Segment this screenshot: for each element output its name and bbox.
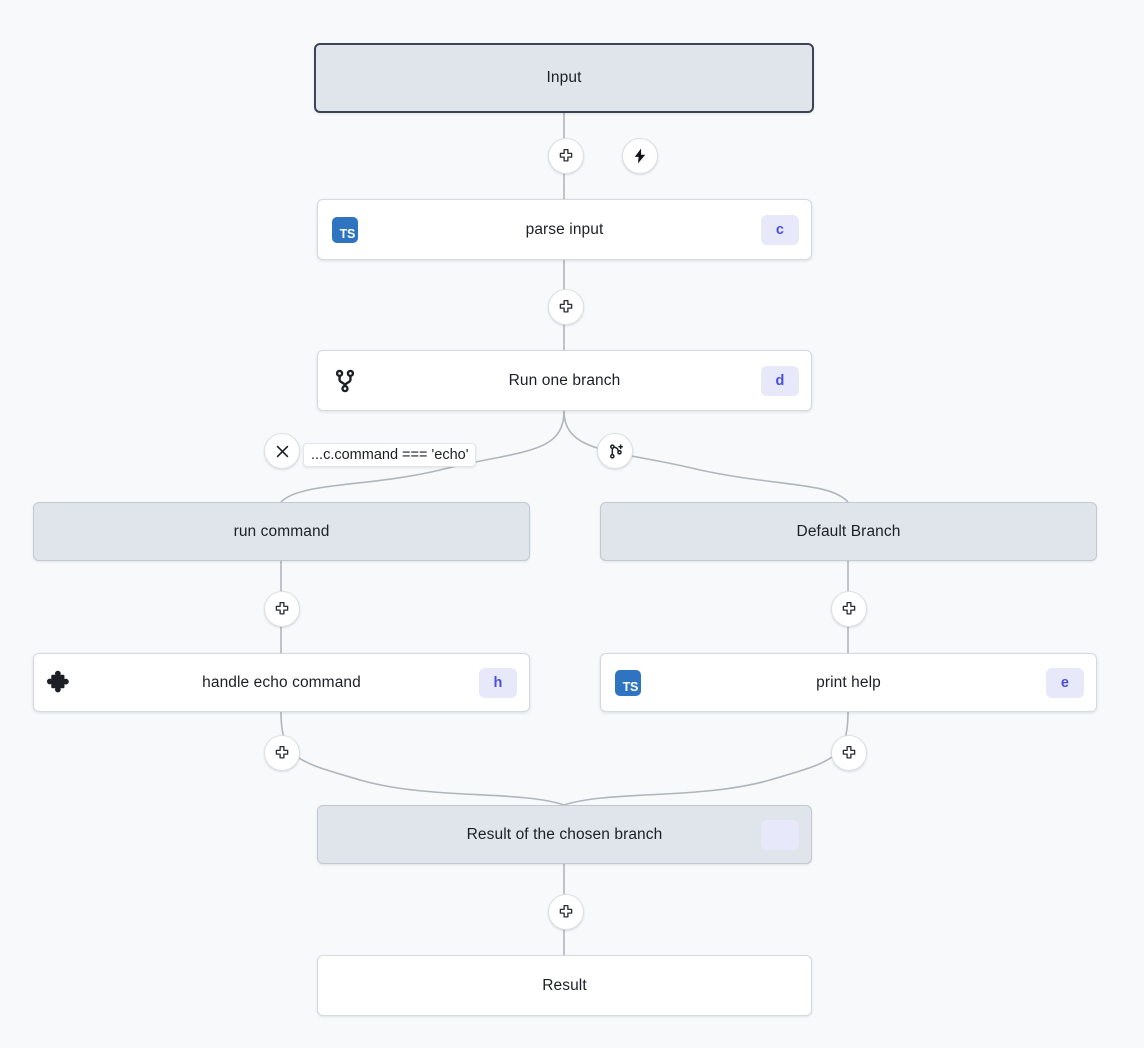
shortcut-badge-run-one-branch[interactable]: d <box>761 366 799 396</box>
add-step-button-after-print-help[interactable] <box>831 735 867 771</box>
node-run-one-branch[interactable] <box>317 350 812 411</box>
node-parse-input[interactable] <box>317 199 812 260</box>
node-input-label: Input <box>546 69 582 86</box>
shortcut-badge-print-help[interactable]: e <box>1046 668 1084 698</box>
add-step-button-after-run-command[interactable] <box>264 591 300 627</box>
lightning-icon-button[interactable] <box>622 138 658 174</box>
add-step-button-after-handle-echo[interactable] <box>264 735 300 771</box>
node-run-command-label: run command <box>233 522 330 540</box>
node-run-one-branch-label: Run one branch <box>508 371 621 389</box>
node-run-command[interactable] <box>33 502 530 561</box>
node-handle-echo-command-label: handle echo command <box>202 673 361 691</box>
node-default-branch-label: Default Branch <box>796 522 901 540</box>
shortcut-badge-handle-echo-command[interactable]: h <box>479 668 517 698</box>
branch-condition-text: ...c.command === 'echo' <box>311 447 469 463</box>
add-step-button-after-parse-input[interactable] <box>548 289 584 325</box>
node-parse-input-label: parse input <box>525 220 604 238</box>
add-step-button-after-input[interactable] <box>548 138 584 174</box>
puzzle-icon <box>46 668 76 698</box>
close-icon-button-remove-branch[interactable] <box>264 433 300 469</box>
branch-icon <box>330 366 360 396</box>
node-input[interactable] <box>314 43 814 113</box>
node-result[interactable] <box>317 955 812 1016</box>
node-print-help-label: print help <box>816 673 881 691</box>
add-branch-icon-button[interactable] <box>597 433 633 469</box>
node-result-chosen-branch[interactable] <box>317 805 812 864</box>
branch-condition-label[interactable] <box>303 443 476 467</box>
shortcut-badge-result-chosen-branch[interactable] <box>761 820 799 850</box>
node-handle-echo-command[interactable] <box>33 653 530 712</box>
node-result-chosen-branch-label: Result of the chosen branch <box>466 825 663 843</box>
typescript-icon: TS <box>330 215 360 245</box>
node-default-branch[interactable] <box>600 502 1097 561</box>
node-print-help[interactable] <box>600 653 1097 712</box>
shortcut-badge-parse-input[interactable]: c <box>761 215 799 245</box>
node-result-label: Result <box>542 976 587 994</box>
add-step-button-after-result-branch[interactable] <box>548 894 584 930</box>
typescript-icon: TS <box>613 668 643 698</box>
add-step-button-after-default-branch[interactable] <box>831 591 867 627</box>
